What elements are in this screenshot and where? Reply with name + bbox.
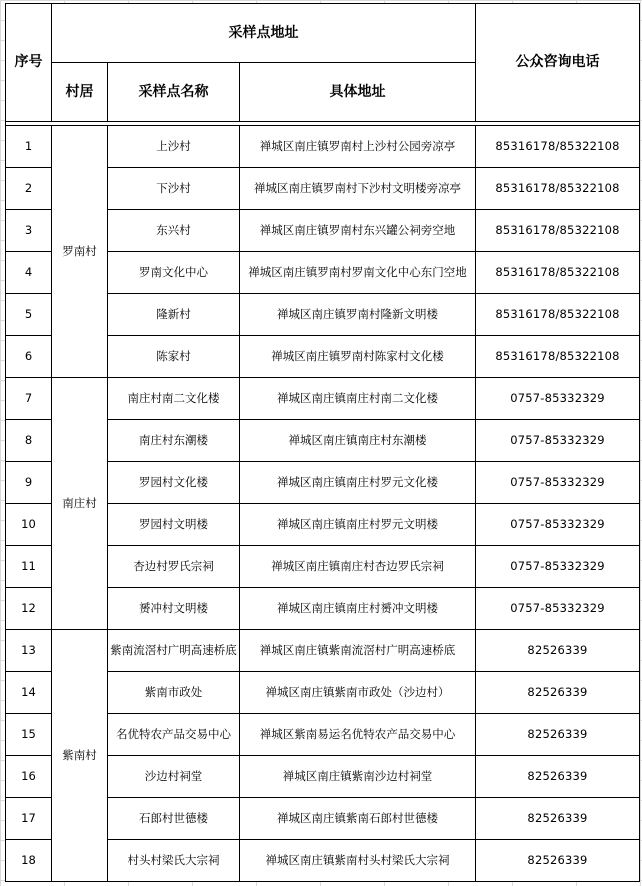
site-name: 南庄村南二文化楼 — [108, 378, 240, 420]
site-address: 禅城区南庄镇南庄村杏边罗氏宗祠 — [240, 546, 476, 588]
site-address: 禅城区南庄镇紫南流滘村广明高速桥底 — [240, 630, 476, 672]
row-number: 18 — [6, 840, 52, 882]
consult-phone: 85316178/85322108 — [476, 168, 640, 210]
sampling-sites-table — [5, 3, 640, 882]
site-name: 南庄村东潮楼 — [108, 420, 240, 462]
site-name: 名优特农产品交易中心 — [108, 714, 240, 756]
row-number: 10 — [6, 504, 52, 546]
row-number: 3 — [6, 210, 52, 252]
site-name: 石郎村世德楼 — [108, 798, 240, 840]
site-name: 村头村梁氏大宗祠 — [108, 840, 240, 882]
consult-phone: 82526339 — [476, 714, 640, 756]
site-address: 禅城区南庄镇南庄村罗元文明楼 — [240, 504, 476, 546]
header-address: 具体地址 — [240, 63, 476, 122]
site-address: 禅城区南庄镇罗南村下沙村文明楼旁凉亭 — [240, 168, 476, 210]
site-address: 禅城区南庄镇罗南村东兴罐公祠旁空地 — [240, 210, 476, 252]
consult-phone: 82526339 — [476, 756, 640, 798]
consult-phone: 0757-85332329 — [476, 378, 640, 420]
site-name: 紫南市政处 — [108, 672, 240, 714]
consult-phone: 0757-85332329 — [476, 462, 640, 504]
header-phone: 公众咨询电话 — [476, 4, 640, 122]
site-name: 罗南文化中心 — [108, 252, 240, 294]
row-number: 7 — [6, 378, 52, 420]
consult-phone: 85316178/85322108 — [476, 126, 640, 168]
table-row — [6, 378, 640, 420]
consult-phone: 85316178/85322108 — [476, 252, 640, 294]
consult-phone: 0757-85332329 — [476, 546, 640, 588]
row-number: 8 — [6, 420, 52, 462]
consult-phone: 85316178/85322108 — [476, 210, 640, 252]
site-name: 隆新村 — [108, 294, 240, 336]
site-address: 禅城区南庄镇南庄村东潮楼 — [240, 420, 476, 462]
site-address: 禅城区南庄镇紫南村头村梁氏大宗祠 — [240, 840, 476, 882]
consult-phone: 85316178/85322108 — [476, 336, 640, 378]
consult-phone: 0757-85332329 — [476, 588, 640, 630]
village-name: 罗南村 — [52, 126, 108, 378]
table-row — [6, 630, 640, 672]
consult-phone: 82526339 — [476, 840, 640, 882]
row-number: 9 — [6, 462, 52, 504]
site-address: 禅城区南庄镇罗南村隆新文明楼 — [240, 294, 476, 336]
village-name: 南庄村 — [52, 378, 108, 630]
row-number: 14 — [6, 672, 52, 714]
site-name: 上沙村 — [108, 126, 240, 168]
row-number: 11 — [6, 546, 52, 588]
site-name: 杏边村罗氏宗祠 — [108, 546, 240, 588]
site-address: 禅城区南庄镇罗南村上沙村公园旁凉亭 — [240, 126, 476, 168]
consult-phone: 85316178/85322108 — [476, 294, 640, 336]
header-village: 村居 — [52, 63, 108, 122]
row-number: 13 — [6, 630, 52, 672]
site-address: 禅城区南庄镇南庄村南二文化楼 — [240, 378, 476, 420]
table-row — [6, 126, 640, 168]
site-name: 罗园村文明楼 — [108, 504, 240, 546]
consult-phone: 82526339 — [476, 630, 640, 672]
site-address: 禅城区南庄镇紫南石郎村世德楼 — [240, 798, 476, 840]
row-number: 17 — [6, 798, 52, 840]
row-number: 2 — [6, 168, 52, 210]
consult-phone: 82526339 — [476, 798, 640, 840]
site-name: 下沙村 — [108, 168, 240, 210]
row-number: 6 — [6, 336, 52, 378]
site-name: 东兴村 — [108, 210, 240, 252]
row-number: 12 — [6, 588, 52, 630]
header-seq: 序号 — [6, 4, 52, 122]
site-address: 禅城区南庄镇紫南市政处（沙边村） — [240, 672, 476, 714]
site-address: 禅城区南庄镇南庄村赟冲文明楼 — [240, 588, 476, 630]
row-number: 16 — [6, 756, 52, 798]
site-address: 禅城区南庄镇紫南沙边村祠堂 — [240, 756, 476, 798]
site-name: 陈家村 — [108, 336, 240, 378]
consult-phone: 0757-85332329 — [476, 504, 640, 546]
site-address: 禅城区紫南易运名优特农产品交易中心 — [240, 714, 476, 756]
site-address: 禅城区南庄镇罗南村陈家村文化楼 — [240, 336, 476, 378]
site-name: 罗园村文化楼 — [108, 462, 240, 504]
site-name: 沙边村祠堂 — [108, 756, 240, 798]
row-number: 15 — [6, 714, 52, 756]
row-number: 1 — [6, 126, 52, 168]
site-name: 赟冲村文明楼 — [108, 588, 240, 630]
header-site-address: 采样点地址 — [52, 4, 476, 63]
site-name: 紫南流滘村广明高速桥底 — [108, 630, 240, 672]
site-address: 禅城区南庄镇罗南村罗南文化中心东门空地 — [240, 252, 476, 294]
header-site-name: 采样点名称 — [108, 63, 240, 122]
site-address: 禅城区南庄镇南庄村罗元文化楼 — [240, 462, 476, 504]
village-name: 紫南村 — [52, 630, 108, 882]
row-number: 5 — [6, 294, 52, 336]
consult-phone: 82526339 — [476, 672, 640, 714]
row-number: 4 — [6, 252, 52, 294]
consult-phone: 0757-85332329 — [476, 420, 640, 462]
